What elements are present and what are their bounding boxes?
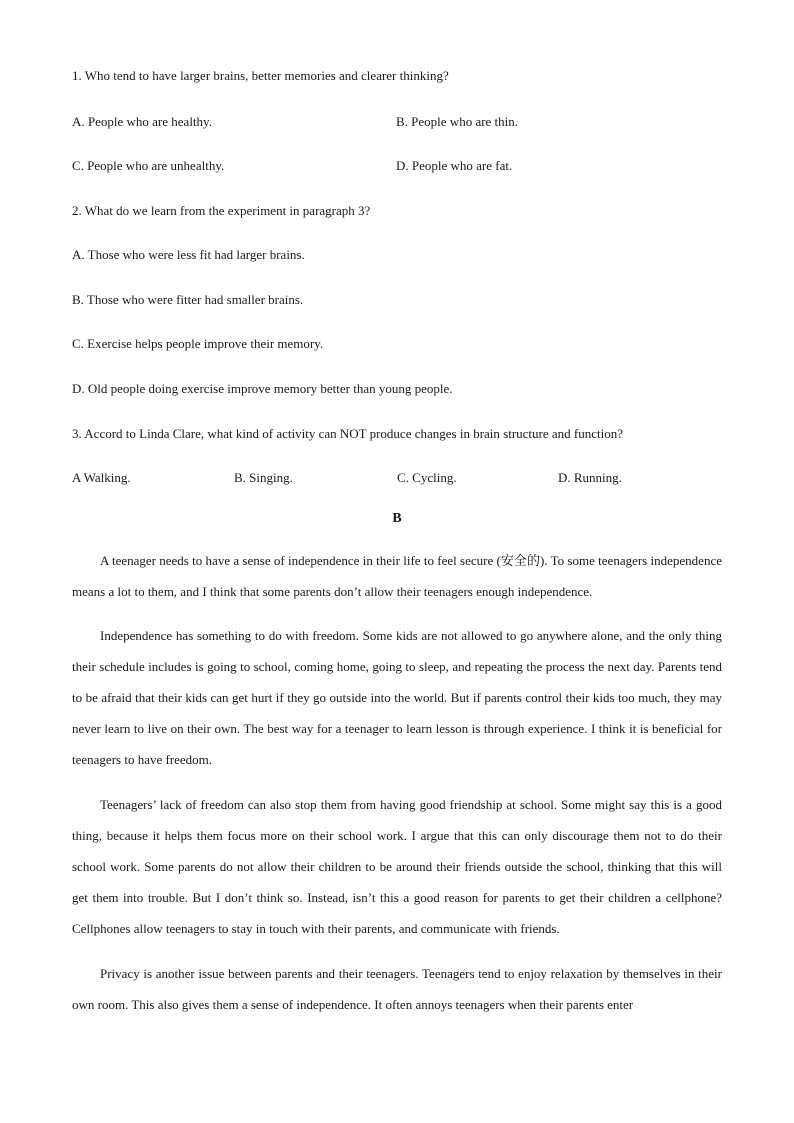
q3-option-b: B. Singing.	[234, 470, 293, 485]
q2-option-b: B. Those who were fitter had smaller brains.	[72, 292, 304, 307]
q2-option-d: D. Old people doing exercise improve memory better than young people.	[72, 381, 453, 396]
paragraph-2: Independence has something to do with freedom. Some kids are not allowed to go anywhere alone, and the only thing their schedule includes is going to school, coming home, going to sleep, and repeating the process the next day. Parents tend to be afraid that their kids can get hurt if they go outside into the world. But if parents control their kids too much, they may never learn to live on their own. The best way for a teenager to learn lesson is through experience. I think it is beneficial for teenagers to have freedom.	[72, 628, 722, 767]
q2-option-a: A. Those who were less fit had larger brains.	[72, 247, 305, 262]
q3-option-d: D. Running.	[558, 470, 622, 485]
q3-option-c: C. Cycling.	[397, 470, 457, 485]
question-1: 1. Who tend to have larger brains, better memories and clearer thinking?	[72, 68, 449, 83]
q1-option-d: D. People who are fat.	[396, 158, 513, 173]
q2-option-c: C. Exercise helps people improve their memory.	[72, 336, 324, 351]
question-2: 2. What do we learn from the experiment in paragraph 3?	[72, 203, 371, 218]
q1-option-a: A. People who are healthy.	[72, 114, 212, 129]
paragraph-3: Teenagers’ lack of freedom can also stop them from having good friendship at school. Some might say this is a good thing, because it helps them focus more on their school work. I argue that this can only discourage them not to do their school work. Some parents do not allow their children to be around their friends outside the school, thinking that this will get them into trouble. But I don’t think so. Instead, isn’t this a good reason for parents to get their children a cellphone? Cellphones allow teenagers to stay in touch with their parents, and communicate with friends.	[72, 797, 722, 936]
paragraph-4: Privacy is another issue between parents and their teenagers. Teenagers tend to enjoy relaxation by themselves in their own room. This also gives them a sense of independence. It often annoys teenagers when their parents enter	[72, 966, 722, 1012]
paragraph-1: A teenager needs to have a sense of independence in their life to feel secure (安全的). To some teenagers independence means a lot to them, and I think that some parents don’t allow their teenagers enough independence.	[72, 553, 722, 599]
q1-option-c: C. People who are unhealthy.	[72, 158, 225, 173]
question-3: 3. Accord to Linda Clare, what kind of activity can NOT produce changes in brain structure and function?	[72, 426, 624, 441]
q1-option-b: B. People who are thin.	[396, 114, 519, 129]
q3-option-a: A Walking.	[72, 470, 131, 485]
section-b-title: B	[392, 511, 402, 526]
